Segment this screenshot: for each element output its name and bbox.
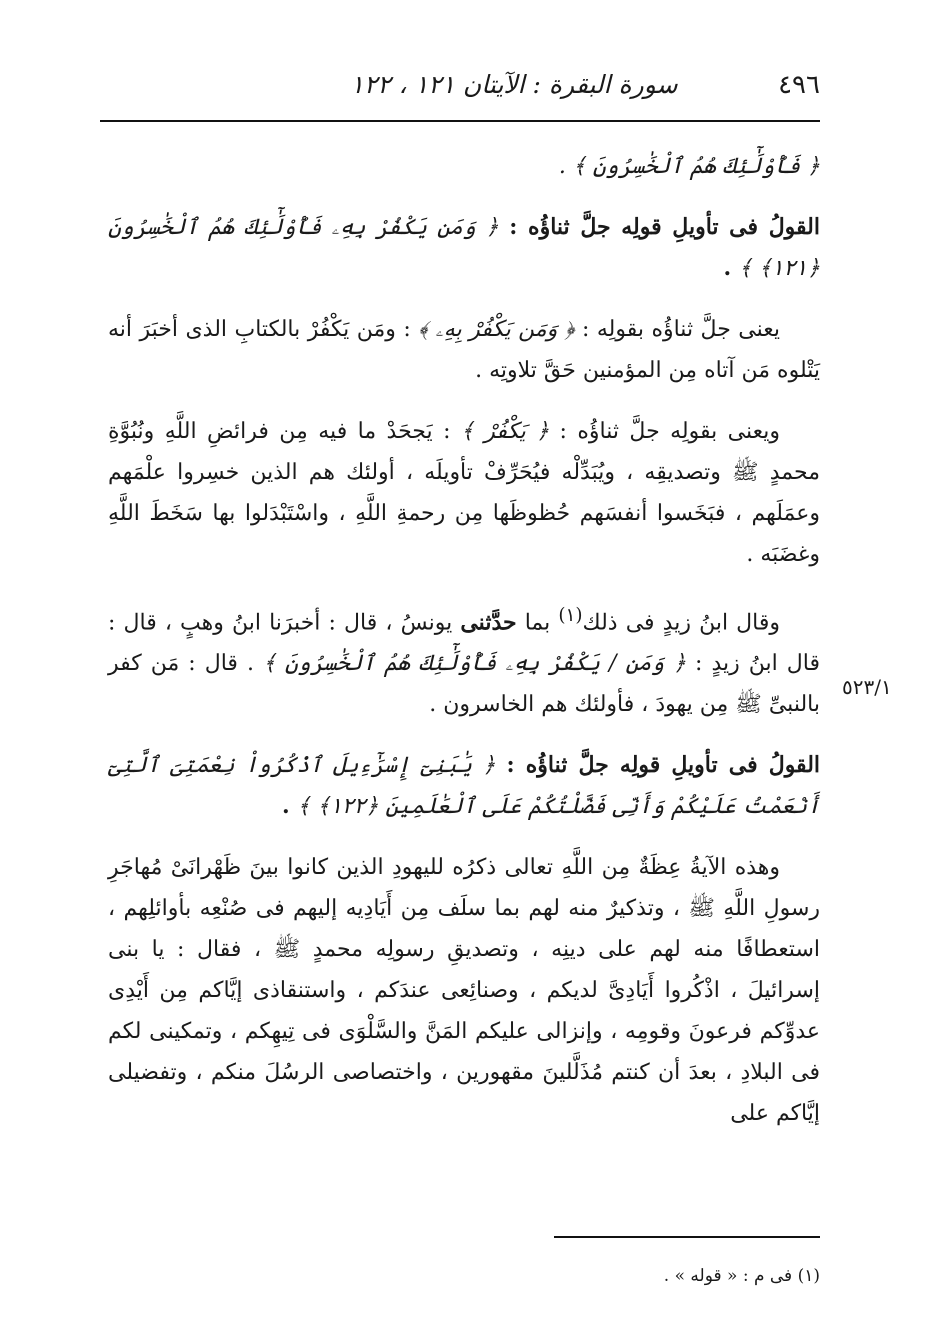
quran-verse: ﴿ وَمَن يَكْفُرْ بِهِۦ ﴾ xyxy=(418,317,575,342)
narration-term: حدَّثنى xyxy=(460,609,517,636)
running-title: سورة البقرة : الآيتان ١٢١ ، ١٢٢ xyxy=(350,70,678,99)
footnote-mark: (١) xyxy=(558,605,583,626)
body-text xyxy=(108,146,820,1154)
paragraph-5: وهذه الآيةُ عِظَةٌ مِن اللَّهِ تعالى ذكرُه لليهودِ الذين كانوا بينَ ظَهْرانَىْ مُهاجَرِ رسولِ اللَّهِ ﷺ ، وتذكيرٌ منه لهم بما سلَف مِن أَيَادِيه إليهم فى صُنْعِه بأوائلِهم ، استعطافًا منه لهم على دينِه ، وتصديقِ رسولِه محمدٍ ﷺ ، فقال : يا بنى إسرائيلَ ، اذْكُروا أَيَادِىَّ لديكم ، وصنائِعى عندَكم ، واستنقاذى إيَّاكم مِن أَيْدِى عدوِّكم فرعونَ وقومِه ، وإنزالى عليكم المَنَّ والسَّلْوَى فى تِيهِكم ، وتمكينى لكم فى البلادِ ، بعدَ أن كنتم مُذَلَّلينَ مقهورين ، واختصاصى الرسُلَ منكم ، وتفضيلى إيَّاكم على xyxy=(108,855,820,1127)
text-run: ويعنى بقولِه جلَّ ثناؤُه : xyxy=(549,419,780,444)
text-run: : يَجحَدْ ما فيه مِن فرائضِ اللَّهِ ونُبُوَّةِ محمدٍ ﷺ وتصديقِه ، ويُبَدِّلْه فيُحَرِّفْ تأويلَه ، أولئك هم الذين خسِروا علْمَهم وعمَلَهم ، فبَخَسوا أنفسَهم حُظوظَها مِن رحمةِ اللَّهِ ، واسْتَبْدَلوا بها سَخَطَ اللَّهِ وغضَبَه . xyxy=(108,419,820,567)
quran-verse: ﴿ وَمَن يَكْفُرْ بِهِۦ فَأُوْلَٰٓئِكَ هُمُ ٱلْخَٰسِرُونَ ﴿١٢١﴾ ﴾ xyxy=(108,215,820,281)
section-heading-1 xyxy=(108,207,820,289)
quran-verse: ﴿ فَأُوْلَٰٓئِكَ هُمُ ٱلْخَٰسِرُونَ ﴾ . xyxy=(558,154,820,179)
footnote: (١) فى م : « قوله » . xyxy=(663,1266,820,1286)
heading-tail: . xyxy=(281,793,298,820)
paragraph-3 xyxy=(108,411,820,575)
heading-lead: القولُ فى تأويلِ قولِه جلَّ ثناؤُه : xyxy=(509,214,820,240)
text-run: : ومَن يَكْفُرْ بالكتابِ الذى أخبَرَ أنه يَتْلوه مَن آتاه مِن المؤمنين حَقَّ تلاوتِه . xyxy=(108,317,820,383)
text-run: . قال : مَن كفر بالنبىِّ ﷺ مِن يهودَ ، فأولئك هم الخاسرون . xyxy=(108,651,820,718)
paragraph-4 xyxy=(108,595,820,725)
text-run: يونسُ ، قال : أخبرَنا ابنُ وهبٍ ، قال : قال ابنُ زيدٍ : xyxy=(108,610,820,677)
header-rule xyxy=(100,120,820,122)
section-heading-2 xyxy=(108,745,820,827)
quran-verse: ﴿ وَمَن / يَكْفُرْ بِهِۦ فَأُوْلَٰٓئِكَ هُمُ ٱلْخَٰسِرُونَ ﴾ xyxy=(262,651,687,677)
heading-tail: . xyxy=(723,255,739,281)
margin-reference: ٥٢٣/١ xyxy=(842,675,892,699)
quran-verse: ﴿ يَكْفُرْ ﴾ xyxy=(460,419,550,444)
page-header xyxy=(100,62,820,112)
quran-verse: ﴿ يَٰبَنِىٓ إِسْرَٰٓءِيلَ ٱذْكُرُواْ نِعْمَتِىَ ٱلَّتِىٓ أَنْعَمْتُ عَلَيْكُمْ وَأَنِّى فَضَّلْتُكُمْ عَلَى ٱلْعَٰلَمِينَ ﴿١٢٢﴾ ﴾ xyxy=(108,753,820,820)
paragraph-verse-end xyxy=(108,146,820,187)
text-run: يعنى جلَّ ثناؤُه بقولِه : xyxy=(574,317,780,342)
page-number: ٤٩٦ xyxy=(778,70,820,100)
footnote-rule xyxy=(554,1236,820,1238)
text-run: وقال ابنُ زيدٍ فى ذلك xyxy=(582,610,780,636)
paragraph-2 xyxy=(108,309,820,391)
text-run: بما xyxy=(516,610,559,636)
heading-lead: القولُ فى تأويلِ قولِه جلَّ ثناؤُه : xyxy=(506,752,821,779)
